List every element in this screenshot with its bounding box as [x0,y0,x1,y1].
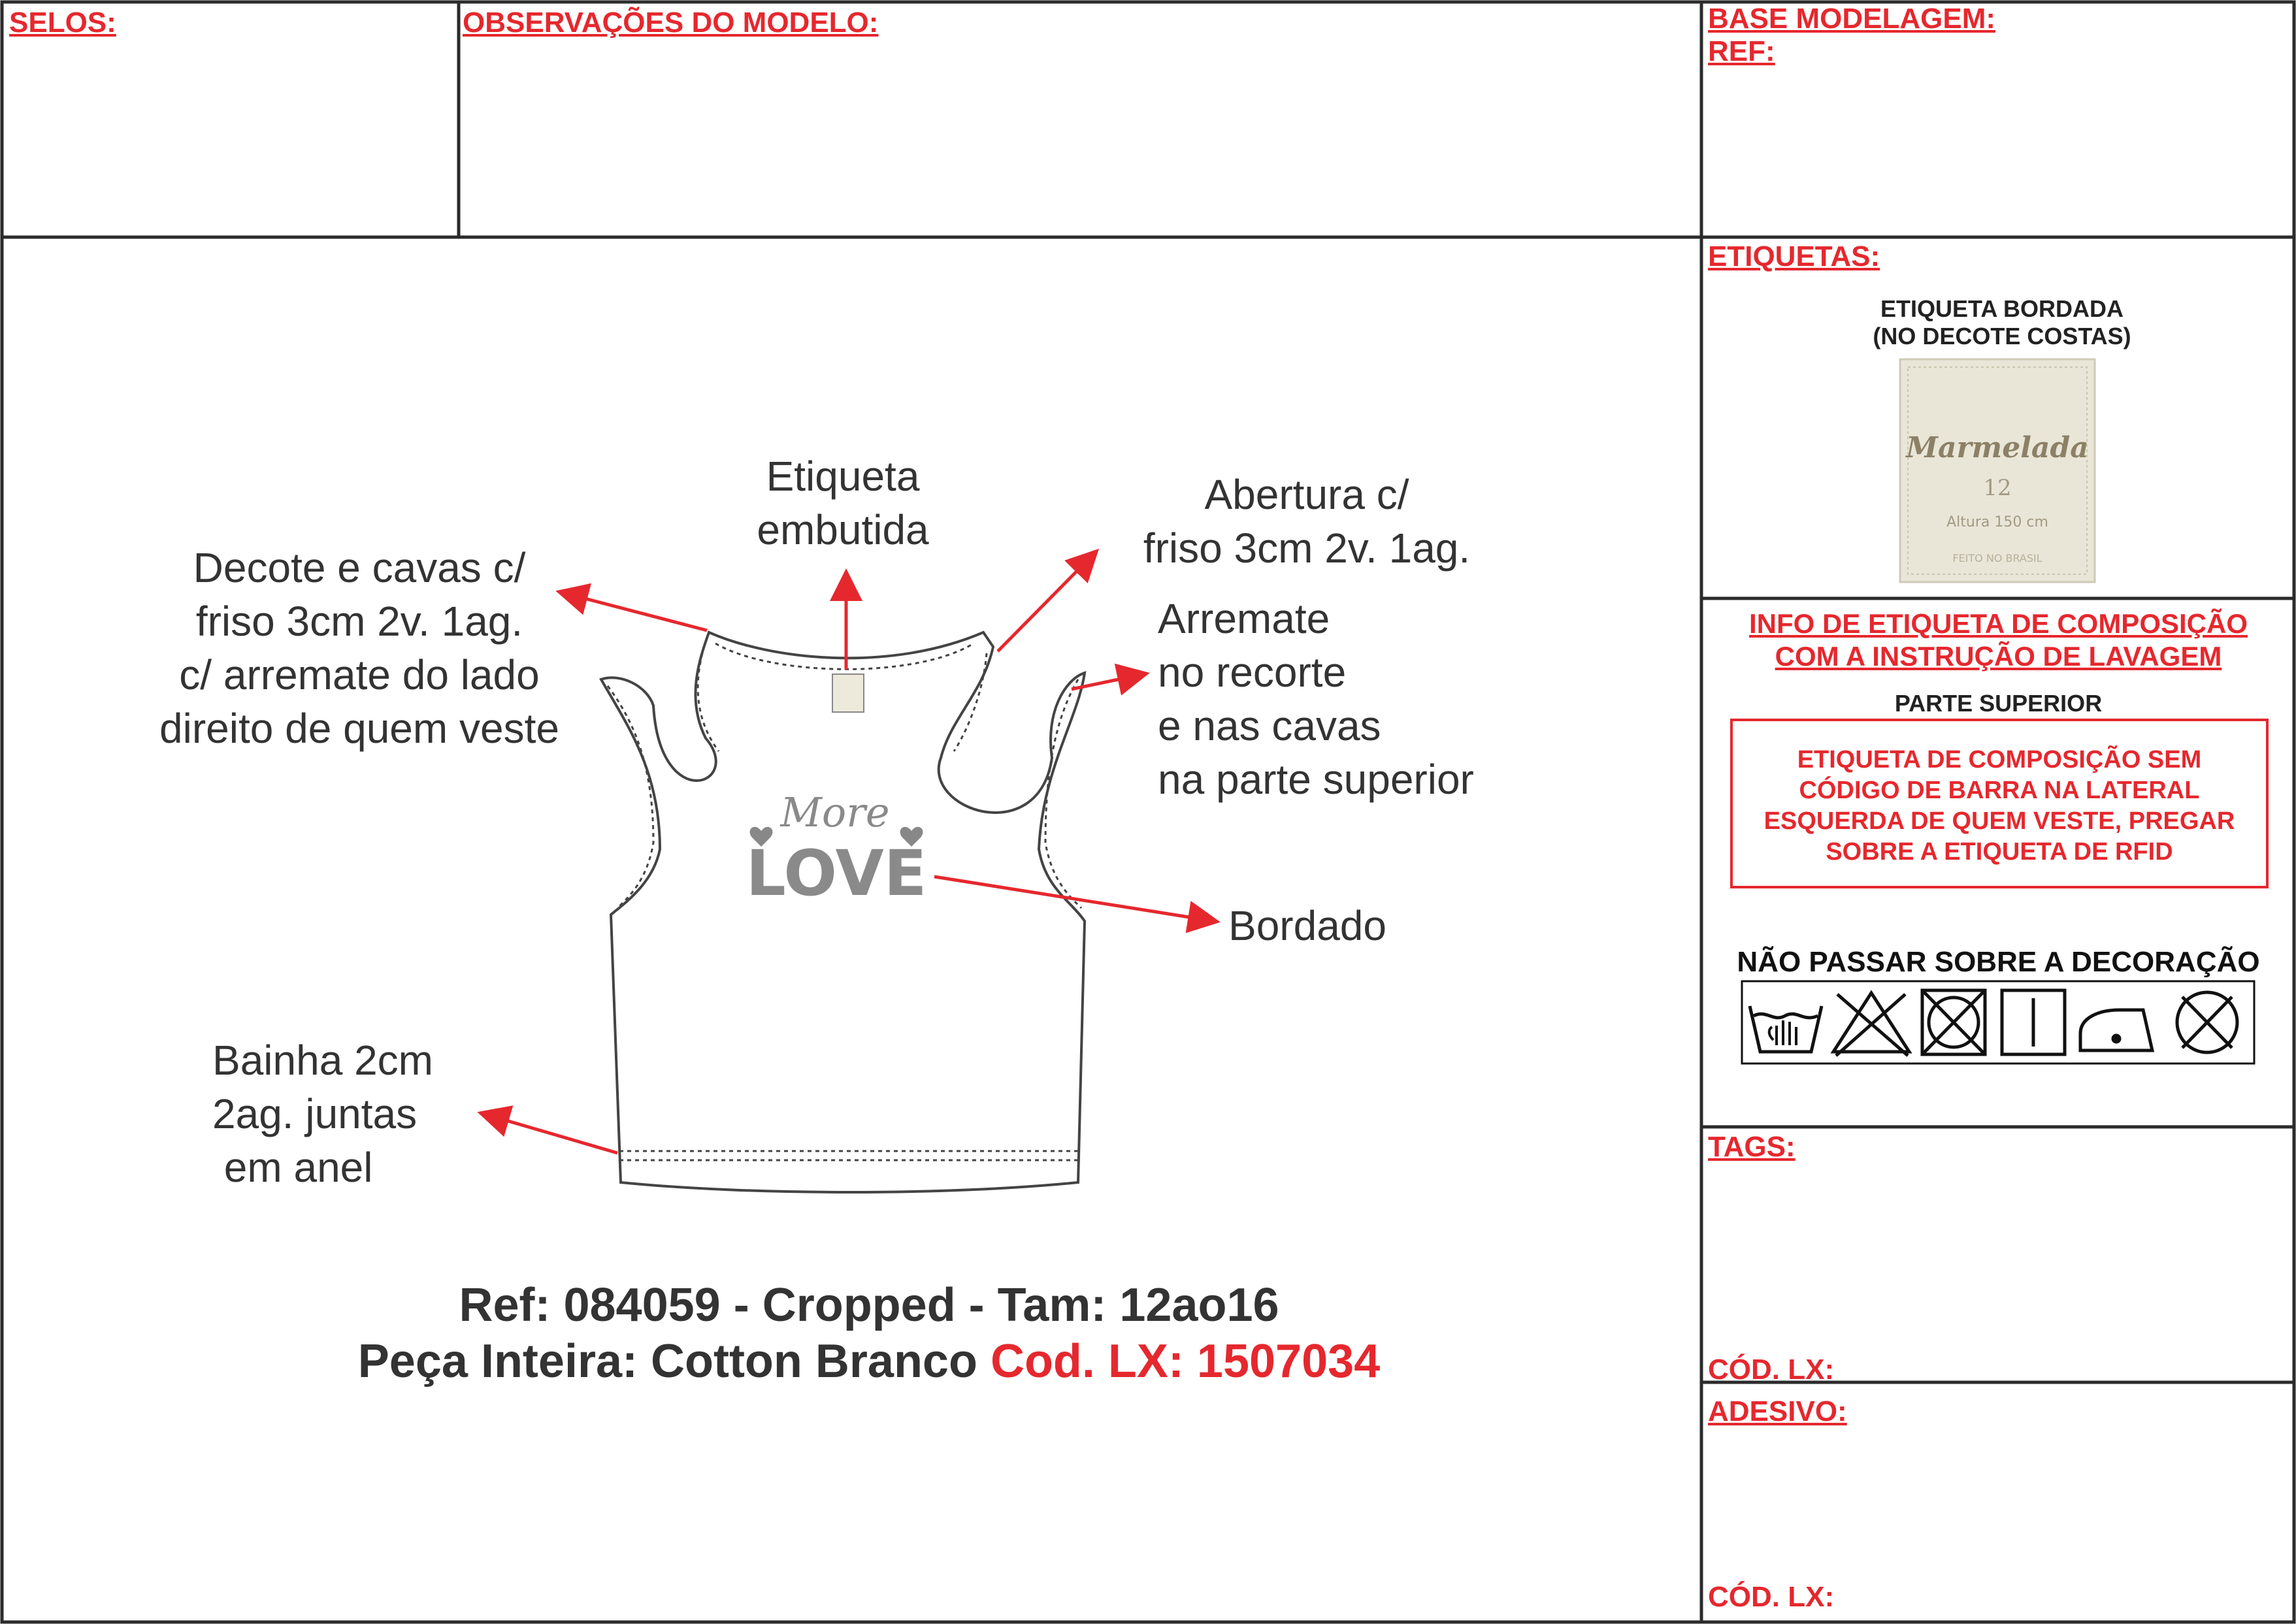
tags-header: TAGS: [1708,1131,1796,1163]
reference-line-2: Peça Inteira: Cotton Branco Cod. LX: 1507034 [357,1335,1381,1388]
adesivo-header: ADESIVO: [1708,1395,1847,1427]
observacoes-header: OBSERVAÇÕES DO MODELO: [463,7,879,39]
callout-etiqueta: Etiqueta embutida [757,453,929,553]
more-script-text: More [780,788,890,836]
arrow-abertura [998,553,1094,651]
label-size: 12 [1983,475,2012,501]
arrow-bainha [484,1114,617,1153]
label-height: Altura 150 cm [1946,514,2048,530]
etiquetas-header: ETIQUETAS: [1708,240,1880,272]
callout-bainha: Bainha 2cm 2ag. juntas em anel [212,1037,433,1191]
adesivo-cod-lx: CÓD. LX: [1708,1581,1835,1613]
callout-decote: Decote e cavas c/ friso 3cm 2v. 1ag. c/ arremate do lado direito de quem veste [159,544,559,752]
etiqueta-bordada-caption: ETIQUETA BORDADA (NO DECOTE COSTAS) [1873,295,2131,349]
base-modelagem-header: BASE MODELAGEM: [1708,3,1995,35]
tags-cod-lx: CÓD. LX: [1708,1354,1835,1386]
arrow-bordado [934,877,1214,921]
cropped-top-outline [601,632,1085,1192]
callout-arremate: Arremate no recorte e nas cavas na parte superior [1158,595,1474,803]
woven-label-image [1899,358,2096,583]
reference-line-1: Ref: 084059 - Cropped - Tam: 12ao16 [459,1279,1279,1331]
care-symbols-strip [1741,980,2255,1065]
callout-bordado: Bordado [1228,902,1386,949]
ref-header: REF: [1708,35,1775,67]
nao-passar-warning: NÃO PASSAR SOBRE A DECORAÇÃO [1737,946,2260,978]
callout-abertura: Abertura c/ friso 3cm 2v. 1ag. [1143,471,1471,572]
composicao-box: ETIQUETA DE COMPOSIÇÃO SEM CÓDIGO DE BARRA NA LATERAL ESQUERDA DE QUEM VESTE, PREGAR SOBRE A ETIQUETA DE RFID [1730,719,2269,888]
reference-block [274,1277,1464,1389]
selos-header: SELOS: [9,7,116,39]
label-brand: Marmelada [1906,431,2089,464]
inner-label [832,674,864,712]
love-text: LOVE [746,837,927,910]
reference-code: Cod. LX: 1507034 [990,1335,1381,1388]
parte-superior-label: PARTE SUPERIOR [1894,690,2103,717]
label-origin: FEITO NO BRASIL [1952,552,2042,564]
info-composicao-header: INFO DE ETIQUETA DE COMPOSIÇÃO COM A INSTRUÇÃO DE LAVAGEM [1748,608,2248,672]
